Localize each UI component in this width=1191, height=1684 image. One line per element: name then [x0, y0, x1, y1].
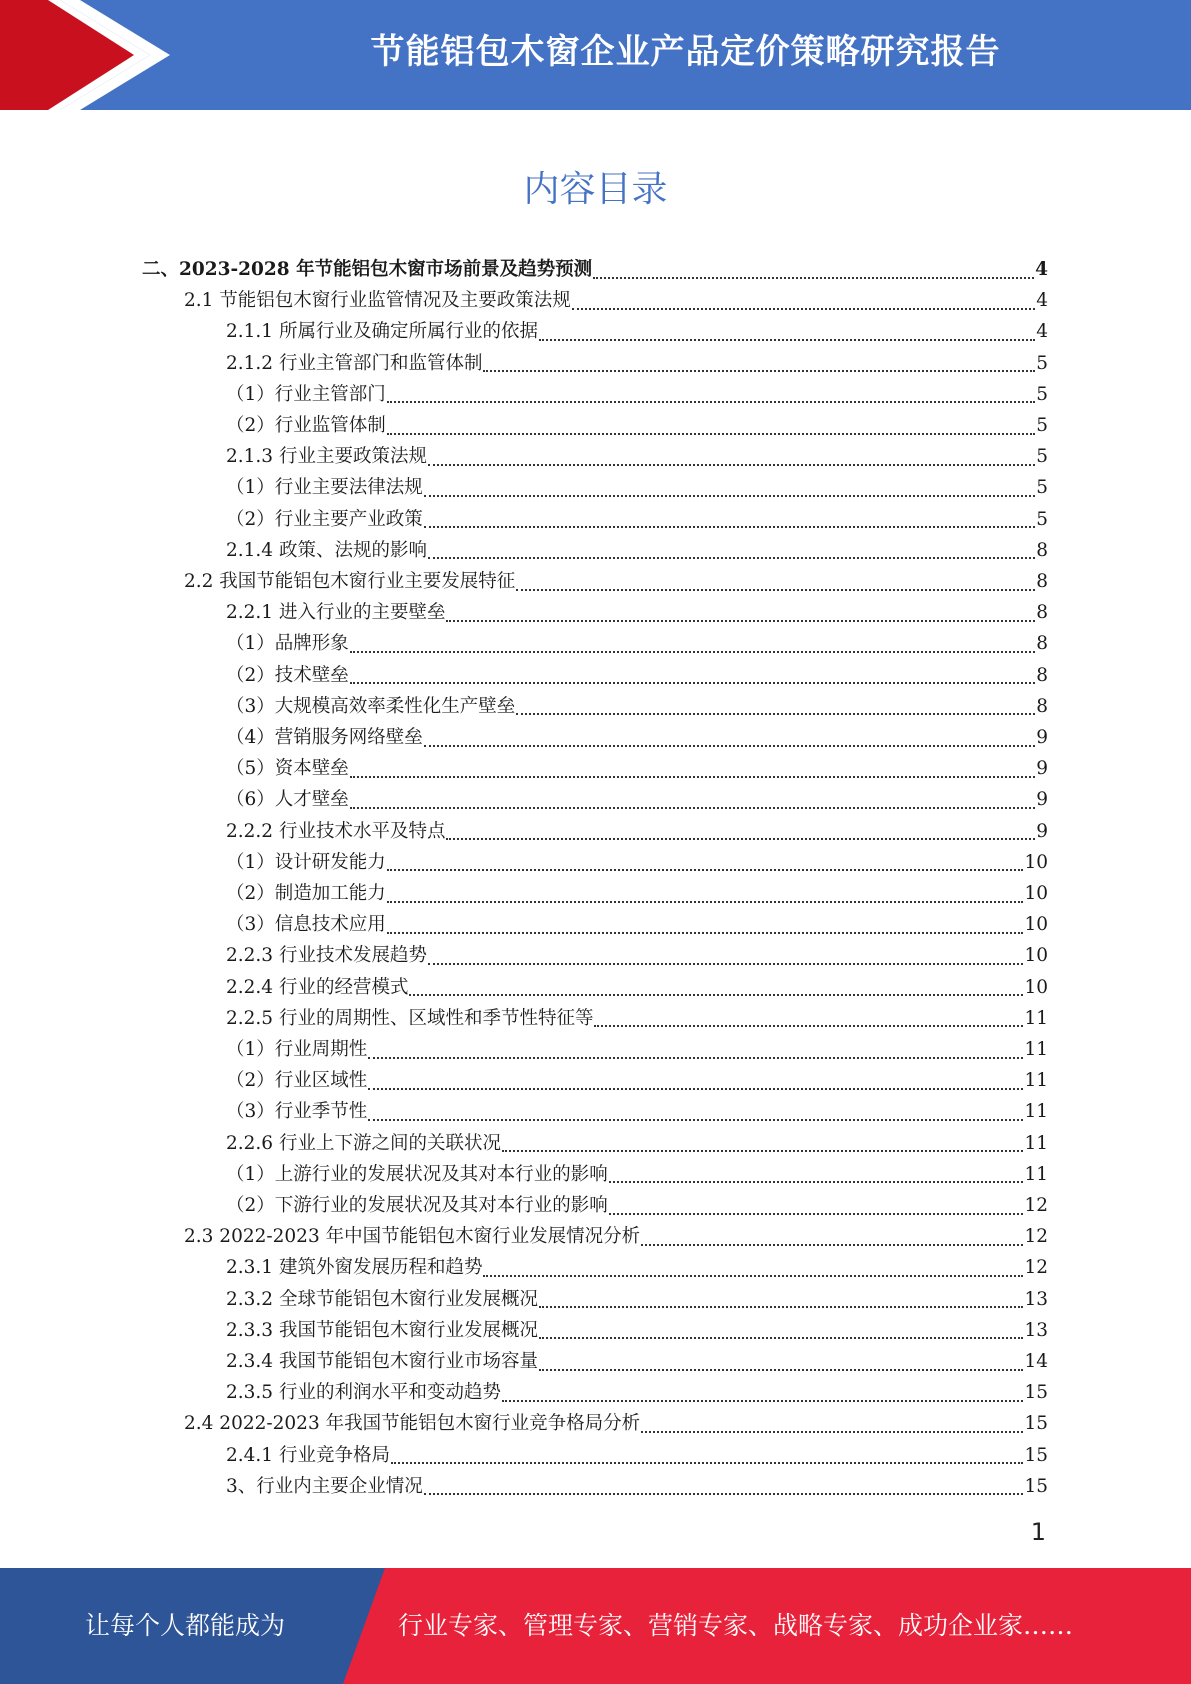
- toc-entry[interactable]: [226, 1065, 1048, 1096]
- toc-leader-dots: [387, 901, 1024, 903]
- toc-entry-page: 5: [1036, 508, 1048, 530]
- toc-leader-dots: [428, 963, 1023, 965]
- toc-entry-page: 10: [1024, 914, 1048, 936]
- toc-leader-dots: [539, 1306, 1023, 1308]
- toc-entry[interactable]: [184, 1221, 1048, 1252]
- toc-entry[interactable]: [226, 847, 1048, 878]
- report-title: 节能铝包木窗企业产品定价策略研究报告: [370, 32, 1001, 72]
- toc-entry-page: 11: [1024, 1070, 1048, 1092]
- report-footer: [0, 1568, 1191, 1684]
- toc-entry-page: 8: [1036, 633, 1048, 655]
- toc-leader-dots: [483, 1275, 1023, 1277]
- toc-entry-label: （3）大规模高效率柔性化生产壁垒: [226, 695, 516, 717]
- toc-entry[interactable]: [184, 566, 1048, 597]
- toc-leader-dots: [539, 1369, 1023, 1371]
- toc-leader-dots: [483, 370, 1035, 372]
- toc-entry-label: 2.1.4 政策、法规的影响: [226, 539, 427, 561]
- toc-leader-dots: [391, 1462, 1023, 1464]
- toc-entry-label: （6）人才壁垒: [226, 789, 349, 811]
- toc-entry-page: 12: [1024, 1257, 1048, 1279]
- toc-entry-label: 2.4.1 行业竞争格局: [226, 1444, 390, 1466]
- toc-entry[interactable]: [184, 285, 1048, 316]
- toc-leader-dots: [428, 557, 1035, 559]
- toc-entry-label: 2.2.6 行业上下游之间的关联状况: [226, 1132, 501, 1154]
- toc-entry-label: （1）行业主要法律法规: [226, 477, 423, 499]
- toc-leader-dots: [446, 838, 1035, 840]
- toc-entry-page: 15: [1024, 1444, 1048, 1466]
- toc-entry-page: 10: [1024, 976, 1048, 998]
- toc-entry-page: 5: [1036, 446, 1048, 468]
- toc-entry-page: 10: [1024, 851, 1048, 873]
- toc-leader-dots: [368, 1088, 1023, 1090]
- footer-slogan-right: 行业专家、管理专家、营销专家、战略专家、成功企业家……: [398, 1611, 1074, 1640]
- toc-leader-dots: [502, 1150, 1023, 1152]
- toc-leader-dots: [387, 401, 1035, 403]
- toc-entry-page: 9: [1036, 727, 1048, 748]
- toc-leader-dots: [409, 994, 1023, 996]
- toc-entry-page: 5: [1036, 383, 1048, 405]
- toc-entry-page: 15: [1024, 1413, 1048, 1435]
- toc-entry-page: 11: [1024, 1163, 1048, 1185]
- toc-leader-dots: [539, 339, 1035, 341]
- toc-entry-label: 2.3 2022-2023 年中国节能铝包木窗行业发展情况分析: [184, 1226, 641, 1248]
- toc-leader-dots: [424, 745, 1035, 747]
- toc-leader-dots: [424, 1493, 1024, 1495]
- toc-entry-label: （1）行业主管部门: [226, 383, 386, 405]
- toc-entry-label: 2.1.3 行业主要政策法规: [226, 446, 427, 468]
- toc-entry-label: 3、行业内主要企业情况: [226, 1475, 423, 1497]
- toc-entry[interactable]: [226, 1284, 1048, 1315]
- toc-entry-page: 9: [1036, 820, 1048, 842]
- toc-entry-label: 2.1 节能铝包木窗行业监管情况及主要政策法规: [184, 290, 571, 312]
- toc-entry[interactable]: [226, 1190, 1048, 1221]
- page-number: 1: [1030, 1518, 1046, 1546]
- toc-entry[interactable]: [226, 316, 1048, 347]
- toc-entry-page: 8: [1036, 539, 1048, 561]
- toc-entry[interactable]: [226, 878, 1048, 909]
- toc-leader-dots: [350, 651, 1035, 653]
- toc-entry-label: （3）信息技术应用: [226, 914, 386, 936]
- toc-entry[interactable]: [226, 1034, 1048, 1065]
- toc-entry-page: 13: [1024, 1288, 1048, 1310]
- toc-entry[interactable]: [226, 1315, 1048, 1346]
- toc-entry-label: 2.1.2 行业主管部门和监管体制: [226, 352, 483, 374]
- toc-entry-page: 5: [1036, 415, 1048, 436]
- toc-entry[interactable]: [226, 472, 1048, 503]
- toc-entry[interactable]: [226, 597, 1048, 628]
- toc-entry-label: 2.3.3 我国节能铝包木窗行业发展概况: [226, 1319, 538, 1341]
- toc-entry-label: （2）制造加工能力: [226, 883, 386, 904]
- toc-entry-label: 2.4 2022-2023 年我国节能铝包木窗行业竞争格局分析: [184, 1413, 641, 1435]
- toc-entry[interactable]: [226, 535, 1048, 566]
- toc-entry[interactable]: [226, 972, 1048, 1003]
- toc-entry-label: 2.2.2 行业技术水平及特点: [226, 820, 446, 842]
- toc-entry-label: （1）设计研发能力: [226, 851, 386, 873]
- toc-entry-label: （2）技术壁垒: [226, 664, 349, 686]
- toc-leader-dots: [387, 932, 1024, 934]
- toc-entry[interactable]: [226, 909, 1048, 940]
- toc-entry-page: 11: [1024, 1101, 1048, 1123]
- toc-entry[interactable]: [226, 1346, 1048, 1377]
- toc-entry-label: 2.2 我国节能铝包木窗行业主要发展特征: [184, 571, 516, 592]
- toc-leader-dots: [368, 1119, 1023, 1121]
- toc-entry-page: 8: [1036, 571, 1048, 592]
- toc-entry-page: 11: [1024, 1039, 1048, 1060]
- toc-entry[interactable]: [226, 628, 1048, 659]
- toc-entry-page: 8: [1036, 602, 1048, 624]
- toc-leader-dots: [572, 308, 1035, 310]
- toc-entry-label: （1）上游行业的发展状况及其对本行业的影响: [226, 1163, 608, 1185]
- toc-entry[interactable]: [226, 816, 1048, 847]
- toc-entry-label: 2.3.1 建筑外窗发展历程和趋势: [226, 1257, 483, 1279]
- toc-leader-dots: [387, 433, 1035, 435]
- toc-entry-page: 12: [1024, 1195, 1048, 1216]
- toc-leader-dots: [424, 526, 1035, 528]
- toc-entry-label: 2.3.2 全球节能铝包木窗行业发展概况: [226, 1288, 538, 1310]
- toc-entry-page: 12: [1024, 1226, 1048, 1248]
- toc-entry[interactable]: [226, 722, 1048, 753]
- toc-entry-page: 5: [1036, 352, 1048, 374]
- toc-leader-dots: [350, 682, 1035, 684]
- toc-entry-label: （1）行业周期性: [226, 1039, 368, 1060]
- toc-entry-label: 2.3.4 我国节能铝包木窗行业市场容量: [226, 1351, 538, 1372]
- toc-leader-dots: [446, 620, 1035, 622]
- toc-entry[interactable]: [226, 1252, 1048, 1283]
- toc-entry-page: 4: [1035, 259, 1048, 280]
- toc-entry-label: （1）品牌形象: [226, 633, 349, 655]
- toc-entry-page: 11: [1024, 1132, 1048, 1154]
- toc-entry[interactable]: [226, 660, 1048, 691]
- toc-entry[interactable]: [142, 254, 1048, 285]
- toc-entry[interactable]: [226, 1440, 1048, 1471]
- toc-entry-page: 11: [1024, 1007, 1048, 1029]
- toc-entry-page: 9: [1036, 789, 1048, 811]
- toc-leader-dots: [516, 589, 1035, 591]
- toc-entry-label: （4）营销服务网络壁垒: [226, 727, 423, 748]
- toc-entry[interactable]: [226, 784, 1048, 815]
- footer-slogan-left: 让每个人都能成为: [84, 1611, 285, 1640]
- toc-entry-label: （2）行业主要产业政策: [226, 508, 423, 530]
- toc-entry-label: 2.3.5 行业的利润水平和变动趋势: [226, 1382, 501, 1404]
- toc-entry-label: 2.1.1 所属行业及确定所属行业的依据: [226, 321, 538, 343]
- toc-entry[interactable]: [226, 753, 1048, 784]
- toc-entry-page: 15: [1024, 1382, 1048, 1404]
- toc-leader-dots: [428, 464, 1035, 466]
- toc-entry-page: 8: [1036, 664, 1048, 686]
- toc-entry-label: （2）行业监管体制: [226, 415, 386, 436]
- toc-entry-label: （2）下游行业的发展状况及其对本行业的影响: [226, 1195, 608, 1216]
- toc-entry-label: 2.2.1 进入行业的主要壁垒: [226, 602, 446, 624]
- toc-entry-label: （2）行业区域性: [226, 1070, 368, 1092]
- toc-entry-page: 8: [1036, 695, 1048, 717]
- toc-leader-dots: [593, 277, 1034, 279]
- toc-leader-dots: [539, 1337, 1023, 1339]
- toc-leader-dots: [368, 1057, 1023, 1059]
- toc-entry[interactable]: [226, 348, 1048, 379]
- toc-entry[interactable]: [226, 1471, 1048, 1502]
- toc-leader-dots: [387, 869, 1024, 871]
- toc-leader-dots: [350, 807, 1035, 809]
- toc-entry-page: 9: [1036, 758, 1048, 780]
- toc-entry-label: 二、2023-2028 年节能铝包木窗市场前景及趋势预测: [142, 259, 593, 280]
- toc-entry-page: 5: [1036, 477, 1048, 499]
- toc-entry[interactable]: [184, 1408, 1048, 1439]
- toc-entry[interactable]: [226, 691, 1048, 722]
- toc-entry-page: 13: [1024, 1319, 1048, 1341]
- toc-entry[interactable]: [226, 940, 1048, 971]
- toc-entry[interactable]: [226, 1096, 1048, 1127]
- toc-entry[interactable]: [226, 1159, 1048, 1190]
- toc-entry[interactable]: [226, 410, 1048, 441]
- toc-leader-dots: [641, 1244, 1023, 1246]
- toc-entry-page: 4: [1036, 321, 1048, 343]
- toc-entry-page: 4: [1036, 290, 1048, 312]
- toc-entry[interactable]: [226, 1377, 1048, 1408]
- toc-leader-dots: [594, 1025, 1023, 1027]
- toc-entry-page: 10: [1024, 945, 1048, 967]
- toc-leader-dots: [424, 495, 1035, 497]
- toc-entry[interactable]: [226, 1128, 1048, 1159]
- toc-leader-dots: [516, 713, 1035, 715]
- toc-entry[interactable]: [226, 504, 1048, 535]
- toc-entry-page: 14: [1024, 1351, 1048, 1372]
- toc-entry[interactable]: [226, 441, 1048, 472]
- toc-leader-dots: [609, 1213, 1024, 1215]
- toc-entry-label: （3）行业季节性: [226, 1101, 368, 1123]
- toc-leader-dots: [350, 776, 1035, 778]
- toc-leader-dots: [641, 1431, 1023, 1433]
- toc-leader-dots: [609, 1181, 1024, 1183]
- toc-title: 内容目录: [523, 169, 668, 210]
- toc-entry-label: 2.2.3 行业技术发展趋势: [226, 945, 427, 967]
- toc-entry-label: 2.2.5 行业的周期性、区域性和季节性特征等: [226, 1007, 594, 1029]
- report-header: [0, 0, 1191, 110]
- toc-entry[interactable]: [226, 1003, 1048, 1034]
- toc-entry-label: （5）资本壁垒: [226, 758, 349, 780]
- toc-entry[interactable]: [226, 379, 1048, 410]
- toc-entry-label: 2.2.4 行业的经营模式: [226, 976, 409, 998]
- toc-entry-page: 10: [1024, 883, 1048, 904]
- toc-leader-dots: [502, 1400, 1023, 1402]
- toc-entry-page: 15: [1024, 1475, 1048, 1497]
